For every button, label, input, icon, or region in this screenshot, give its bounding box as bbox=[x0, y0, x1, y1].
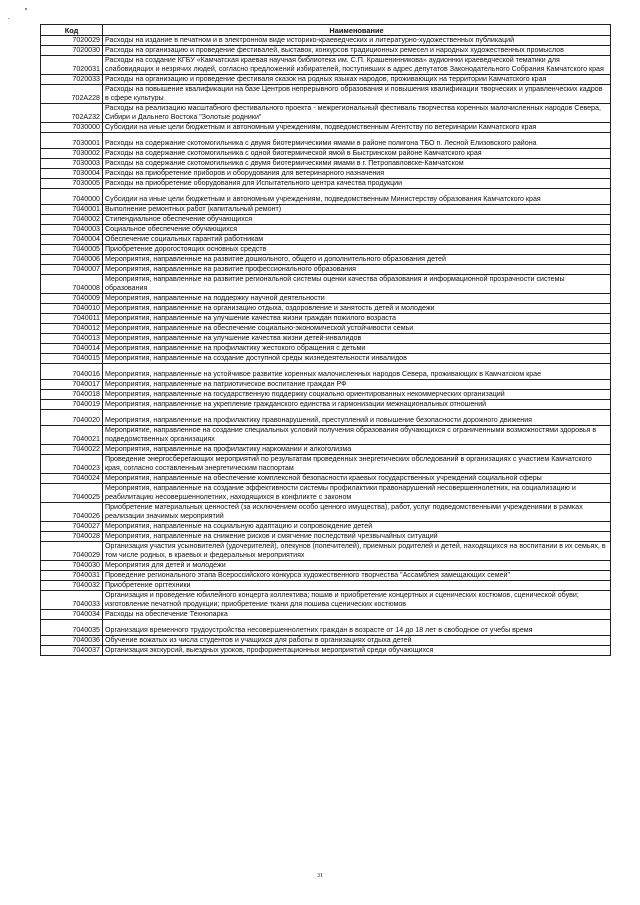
table-row bbox=[41, 189, 611, 205]
row-code: 7040026 bbox=[41, 503, 103, 522]
row-code: 702А232 bbox=[41, 104, 103, 123]
row-code: 7040025 bbox=[41, 484, 103, 503]
table-row bbox=[41, 314, 611, 324]
table-row bbox=[41, 294, 611, 304]
table-row bbox=[41, 46, 611, 56]
table-row bbox=[41, 304, 611, 314]
row-code: 7040020 bbox=[41, 410, 103, 426]
header-code: Код bbox=[41, 25, 103, 36]
row-code: 7030000 bbox=[41, 123, 103, 133]
table-row bbox=[41, 75, 611, 85]
row-name: Мероприятия, направленные на укрепление гражданского единства и гармонизации межнациональных отношений bbox=[103, 400, 611, 410]
row-name: Расходы на приобретение оборудования для Испытательного центра качества продукции bbox=[103, 179, 611, 189]
row-name: Мероприятия, направленные на обеспечение комплексной безопасности краевых государственных учреждений социальной сферы bbox=[103, 474, 611, 484]
row-code: 7040010 bbox=[41, 304, 103, 314]
row-name: Организация экскурсий, выездных уроков, профориентационных мероприятий среди обучающихся bbox=[103, 646, 611, 656]
header-name: Наименование bbox=[103, 25, 611, 36]
row-name: Субсидии на иные цели бюджетным и автономным учреждениям, подведомственным Министерству образования Камчатского края bbox=[103, 189, 611, 205]
table-row bbox=[41, 522, 611, 532]
table-row bbox=[41, 149, 611, 159]
table-row bbox=[41, 159, 611, 169]
table-row bbox=[41, 410, 611, 426]
row-name: Расходы на приобретение приборов и оборудования для ветеринарного назначения bbox=[103, 169, 611, 179]
row-name: Мероприятия, направленные на социальную адаптацию и сопровождение детей bbox=[103, 522, 611, 532]
row-name: Организация временного трудоустройства несовершеннолетних граждан в возрасте от 14 до 18 лет в свободное от учебы время bbox=[103, 620, 611, 636]
row-code: 7040037 bbox=[41, 646, 103, 656]
row-code: 7040031 bbox=[41, 571, 103, 581]
table-row bbox=[41, 581, 611, 591]
table-row bbox=[41, 205, 611, 215]
row-name: Обучение вожатых из числа студентов и учащихся для работы в организациях отдыха детей bbox=[103, 636, 611, 646]
row-name: Мероприятия, направленные на создание эффективности системы профилактики правонарушений несовершеннолетних, на социализацию и реабилитацию несовершеннолетних, находящихся в конфликте с законом bbox=[103, 484, 611, 503]
row-name: Мероприятие, направленное на создание специальных условий получения образования обучающихся с ограниченными возможностями здоровья в подведомственных организациях bbox=[103, 426, 611, 445]
row-name: Стипендиальное обеспечение обучающихся bbox=[103, 215, 611, 225]
row-name: Мероприятия, направленные на развитие профессионального образования bbox=[103, 265, 611, 275]
row-code: 7040003 bbox=[41, 225, 103, 235]
row-code: 7040011 bbox=[41, 314, 103, 324]
table-row bbox=[41, 133, 611, 149]
table-body bbox=[41, 36, 611, 656]
row-code: 7040033 bbox=[41, 591, 103, 610]
table-row bbox=[41, 380, 611, 390]
row-code: 7040012 bbox=[41, 324, 103, 334]
scan-speck bbox=[25, 8, 27, 10]
row-code: 7040002 bbox=[41, 215, 103, 225]
row-code: 7020030 bbox=[41, 46, 103, 56]
row-code: 7040029 bbox=[41, 542, 103, 561]
row-code: 7040019 bbox=[41, 400, 103, 410]
table-row bbox=[41, 36, 611, 46]
table-row bbox=[41, 215, 611, 225]
row-name: Расходы на реализацию масштабного фестивального проекта - межрегиональный фестиваль творчества коренных малочисленных народов Севера, Сибири и Дальнего Востока "Золотые родники" bbox=[103, 104, 611, 123]
row-name: Мероприятия, направленные на профилактику наркомании и алкоголизма bbox=[103, 445, 611, 455]
row-name: Приобретение дорогостоящих основных средств bbox=[103, 245, 611, 255]
scan-speck bbox=[8, 18, 9, 19]
table-row bbox=[41, 445, 611, 455]
row-name: Приобретение материальных ценностей (за исключением особо ценного имущества), работ, услуг подведомственными учреждениями в рамках реализации значимых мероприятий bbox=[103, 503, 611, 522]
row-code: 7040004 bbox=[41, 235, 103, 245]
row-name: Социальное обеспечение обучающихся bbox=[103, 225, 611, 235]
row-name: Мероприятия, направленные на создание доступной среды жизнедеятельности инвалидов bbox=[103, 354, 611, 364]
row-code: 7020033 bbox=[41, 75, 103, 85]
row-code: 7040030 bbox=[41, 561, 103, 571]
row-code: 7040015 bbox=[41, 354, 103, 364]
row-code: 7040036 bbox=[41, 636, 103, 646]
row-code: 7040007 bbox=[41, 265, 103, 275]
row-code: 7040001 bbox=[41, 205, 103, 215]
table-row bbox=[41, 255, 611, 265]
table-row bbox=[41, 620, 611, 636]
row-name: Расходы на организацию и проведение фестивалей, выставок, конкурсов традиционных ремесел и народных художественных промыслов bbox=[103, 46, 611, 56]
row-name: Организация участия усыновителей (удочерителей), опекунов (попечителей), приемных родителей и детей, находящихся на воспитании в их семьях, в том числе родных, в краевых и федеральных мероприятиях bbox=[103, 542, 611, 561]
row-name: Проведение энергосберегающих мероприятий по результатам проведенных энергетических обследований в организациях с участием Камчатского края, согласно составленным энергетическим паспортам bbox=[103, 455, 611, 474]
row-code: 7040014 bbox=[41, 344, 103, 354]
row-code: 7040018 bbox=[41, 390, 103, 400]
row-name: Расходы на обеспечение Технопарка bbox=[103, 610, 611, 620]
table-row bbox=[41, 104, 611, 123]
row-code: 7040024 bbox=[41, 474, 103, 484]
row-code: 7040008 bbox=[41, 275, 103, 294]
table-row bbox=[41, 542, 611, 561]
row-name: Расходы на организацию и проведение фестиваля сказок на родных языках народов, проживающих на территории Камчатского края bbox=[103, 75, 611, 85]
row-name: Приобретение оргтехники bbox=[103, 581, 611, 591]
table-row bbox=[41, 225, 611, 235]
table-row bbox=[41, 169, 611, 179]
table-row bbox=[41, 275, 611, 294]
row-name: Мероприятия, направленные на устойчивое развитие коренных малочисленных народов Севера, проживающих в Камчатском крае bbox=[103, 364, 611, 380]
table-row bbox=[41, 364, 611, 380]
row-name: Расходы на содержание скотомогильника с одной биотермической ямой в Быстринском районе Камчатского края bbox=[103, 149, 611, 159]
row-code: 7040021 bbox=[41, 426, 103, 445]
table-row bbox=[41, 646, 611, 656]
row-code: 7040005 bbox=[41, 245, 103, 255]
table-row bbox=[41, 426, 611, 445]
row-code: 7040022 bbox=[41, 445, 103, 455]
row-name: Проведение регионального этапа Всероссийского конкурса художественного творчества "Ассамблея замещающих семей" bbox=[103, 571, 611, 581]
row-name: Мероприятия, направленные на обеспечение социально-экономической устойчивости семьи bbox=[103, 324, 611, 334]
row-code: 7040035 bbox=[41, 620, 103, 636]
row-name: Мероприятия, направленные на профилактику жестокого обращения с детьми bbox=[103, 344, 611, 354]
table-row bbox=[41, 455, 611, 474]
row-code: 7040016 bbox=[41, 364, 103, 380]
row-code: 7040017 bbox=[41, 380, 103, 390]
table-row bbox=[41, 85, 611, 104]
row-name: Мероприятия, направленные на патриотическое воспитание граждан РФ bbox=[103, 380, 611, 390]
row-name: Мероприятия, направленные на снижение рисков и смягчение последствий чрезвычайных ситуаций bbox=[103, 532, 611, 542]
table-row bbox=[41, 56, 611, 75]
row-code: 7020029 bbox=[41, 36, 103, 46]
table-row bbox=[41, 334, 611, 344]
budget-codes-table bbox=[40, 24, 611, 656]
page-number: 31 bbox=[317, 873, 323, 879]
row-name: Субсидии на иные цели бюджетным и автономным учреждениям, подведомственным Агентству по ветеринарии Камчатского края bbox=[103, 123, 611, 133]
table-row bbox=[41, 561, 611, 571]
row-name: Мероприятия, направленные на развитие дошкольного, общего и дополнительного образования детей bbox=[103, 255, 611, 265]
table-row bbox=[41, 179, 611, 189]
table-row bbox=[41, 235, 611, 245]
row-code: 7040023 bbox=[41, 455, 103, 474]
table-row bbox=[41, 324, 611, 334]
row-name: Обеспечение социальных гарантий работникам bbox=[103, 235, 611, 245]
table-row bbox=[41, 636, 611, 646]
row-code: 7040009 bbox=[41, 294, 103, 304]
row-name: Расходы на издание в печатном и в электронном виде историко-краеведческих и литературно-художественных публикаций bbox=[103, 36, 611, 46]
row-code: 7040000 bbox=[41, 189, 103, 205]
row-code: 7040027 bbox=[41, 522, 103, 532]
table-row bbox=[41, 400, 611, 410]
table-row bbox=[41, 265, 611, 275]
row-name: Расходы на содержание скотомогильника с двумя биотермическими ямами в районе полигона ТБО п. Лесной Елизовского района bbox=[103, 133, 611, 149]
row-name: Мероприятия, направленные на поддержку научной деятельности bbox=[103, 294, 611, 304]
table-row bbox=[41, 591, 611, 610]
row-code: 7040006 bbox=[41, 255, 103, 265]
row-name: Мероприятия, направленные на улучшение качества жизни детей-инвалидов bbox=[103, 334, 611, 344]
table-row bbox=[41, 390, 611, 400]
row-name: Мероприятия, направленные на профилактику правонарушений, преступлений и повышение безопасности дорожного движения bbox=[103, 410, 611, 426]
row-name: Мероприятия, направленные на организацию отдыха, оздоровление и занятость детей и молодежи bbox=[103, 304, 611, 314]
table-row bbox=[41, 344, 611, 354]
table-row bbox=[41, 123, 611, 133]
table-row bbox=[41, 354, 611, 364]
table-row bbox=[41, 571, 611, 581]
table-row bbox=[41, 474, 611, 484]
table-row bbox=[41, 484, 611, 503]
row-name: Мероприятия, направленные на государственную поддержку социально ориентированных некоммерческих организаций bbox=[103, 390, 611, 400]
row-code: 7020031 bbox=[41, 56, 103, 75]
row-name: Выполнение ремонтных работ (капитальный ремонт) bbox=[103, 205, 611, 215]
row-code: 702А228 bbox=[41, 85, 103, 104]
table-row bbox=[41, 610, 611, 620]
table-row bbox=[41, 245, 611, 255]
row-code: 7030002 bbox=[41, 149, 103, 159]
table-header-row bbox=[41, 25, 611, 36]
row-code: 7030001 bbox=[41, 133, 103, 149]
row-code: 7030005 bbox=[41, 179, 103, 189]
row-name: Расходы на содержание скотомогильника с двумя биотермическими ямами в г. Петропавловске-Камчатском bbox=[103, 159, 611, 169]
row-code: 7040013 bbox=[41, 334, 103, 344]
row-name: Мероприятия для детей и молодежи bbox=[103, 561, 611, 571]
row-name: Расходы на повышение квалификации на базе Центров непрерывного образования и повышения квалификации творческих и управленческих кадров в сфере культуры bbox=[103, 85, 611, 104]
table-row bbox=[41, 532, 611, 542]
row-code: 7040032 bbox=[41, 581, 103, 591]
row-name: Расходы на создание КГБУ «Камчатская краевая научная библиотека им. С.П. Крашенинникова» аудионнки краеведческой тематики для слабовидящих и незрячих людей, согласно предложений избирателей, поступивших в адрес депутатов Законодательного Собрания Камчатского края bbox=[103, 56, 611, 75]
table-row bbox=[41, 503, 611, 522]
row-name: Мероприятия, направленные на развитие региональной системы оценки качества образования и информационной прозрачности системы образования bbox=[103, 275, 611, 294]
row-code: 7040034 bbox=[41, 610, 103, 620]
row-name: Мероприятия, направленные на улучшение качества жизни граждан пожилого возраста bbox=[103, 314, 611, 324]
row-name: Организация и проведение юбилейного концерта коллектива; пошив и приобретение концертных и сценических костюмов, сценической обуви; изготовление печатной продукции; приобретение ткани для пошива сценических костюмов bbox=[103, 591, 611, 610]
row-code: 7030003 bbox=[41, 159, 103, 169]
row-code: 7030004 bbox=[41, 169, 103, 179]
row-code: 7040028 bbox=[41, 532, 103, 542]
